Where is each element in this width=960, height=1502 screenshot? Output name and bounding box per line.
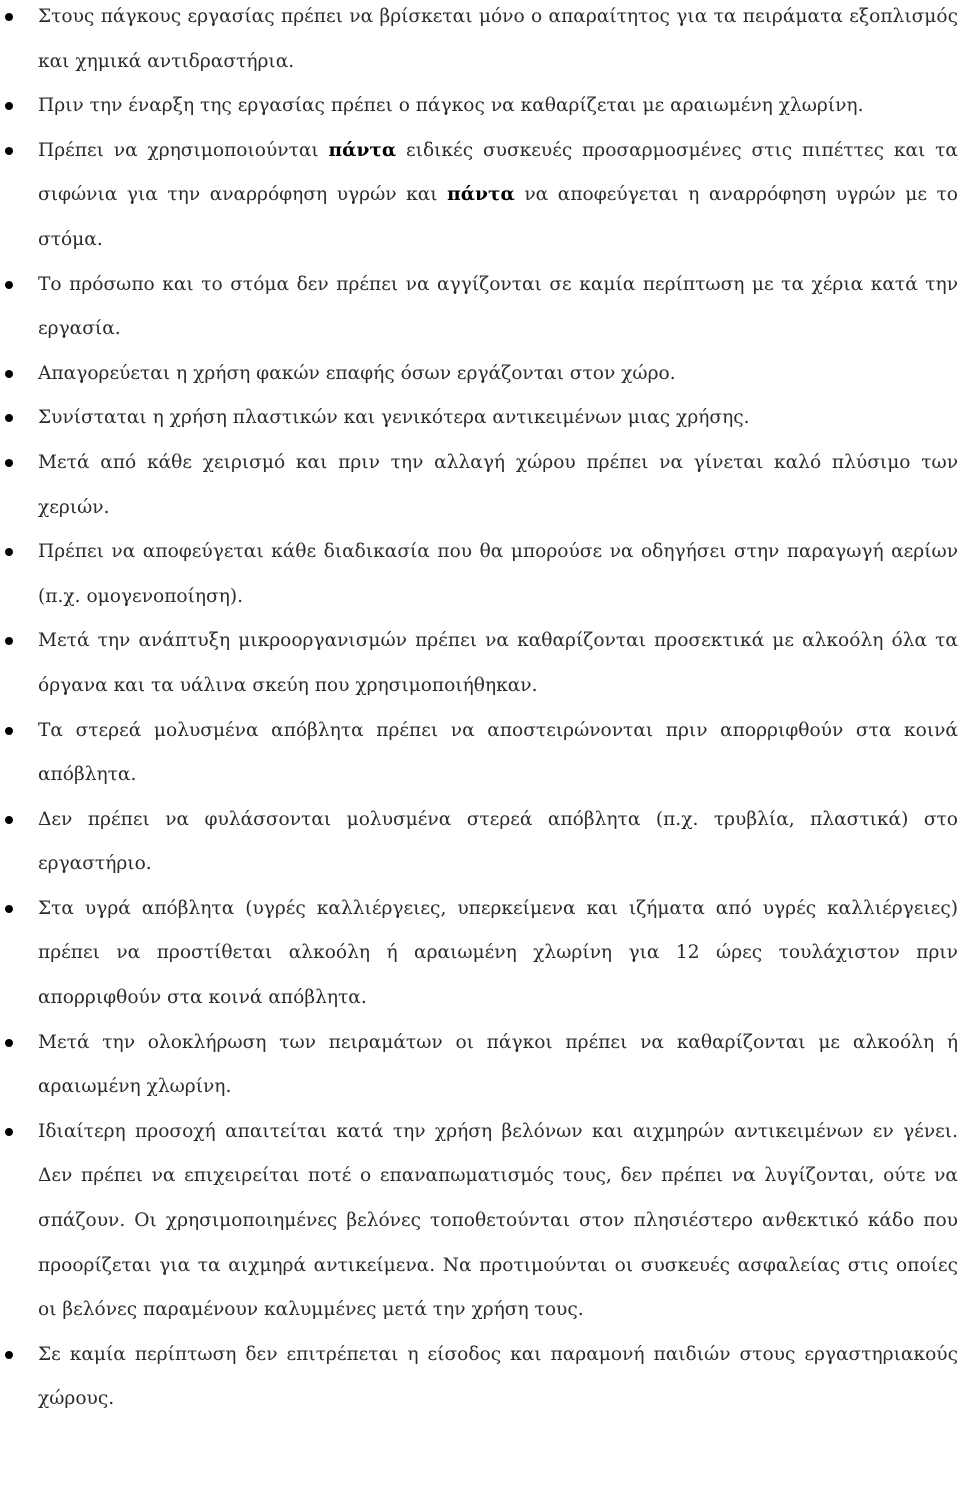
list-item xyxy=(0,396,958,441)
list-item-text: ειδικές συσκευές προσαρμοσμένες στις πιπέττες και τα σιφώνια για την αναρρόφηση υγρών και xyxy=(38,139,958,206)
list-item-text: Μετά από κάθε χειρισμό και πριν την αλλαγή χώρου πρέπει να γίνεται καλό πλύσιμο των χεριών. xyxy=(38,451,958,518)
list-item xyxy=(0,709,958,798)
list-item xyxy=(0,441,958,530)
list-item-text: Σε καμία περίπτωση δεν επιτρέπεται η είσοδος και παραμονή παιδιών στους εργαστηριακούς χώρους. xyxy=(38,1343,958,1410)
bullet-icon xyxy=(5,905,13,913)
list-item-text: Πρέπει να αποφεύγεται κάθε διαδικασία που θα μπορούσε να οδηγήσει στην παραγωγή αερίων (π.χ. ομογενοποίηση). xyxy=(38,541,958,607)
bullet-icon xyxy=(5,548,13,556)
list-item-text: Απαγορεύεται η χρήση φακών επαφής όσων εργάζονται στον χώρο. xyxy=(38,362,676,384)
list-item xyxy=(0,84,958,129)
list-item-text: Στους πάγκους εργασίας πρέπει να βρίσκεται μόνο ο απαραίτητος για τα πειράματα εξοπλισμός και χημικά αντιδραστήρια. xyxy=(38,6,958,72)
list-item-text: Πριν την έναρξη της εργασίας πρέπει ο πάγκος να καθαρίζεται με αραιωμένη χλωρίνη. xyxy=(38,95,864,117)
list-item-text: Στα υγρά απόβλητα (υγρές καλλιέργειες, υπερκείμενα και ιζήματα από υγρές καλλιέργειες) πρέπει να προστίθεται αλκοόλη ή αραιωμένη χλωρίνη για 12 ώρες τουλάχιστον πριν απορριφθούν στα κοινά απόβλητα. xyxy=(38,897,958,1009)
list-item xyxy=(0,1333,958,1422)
bullet-icon xyxy=(5,102,13,110)
list-item xyxy=(0,1021,958,1110)
list-item-text: Μετά την ολοκλήρωση των πειραμάτων οι πάγκοι πρέπει να καθαρίζονται με αλκοόλη ή αραιωμένη χλωρίνη. xyxy=(38,1031,958,1098)
list-item xyxy=(0,798,958,887)
bullet-icon xyxy=(5,459,13,467)
bullet-icon xyxy=(5,637,13,645)
bullet-icon xyxy=(5,1351,13,1359)
bullet-icon xyxy=(5,816,13,824)
list-item-text: Ιδιαίτερη προσοχή απαιτείται κατά την χρήση βελόνων και αιχμηρών αντικειμένων εν γένει. Δεν πρέπει να επιχειρείται ποτέ ο επαναπωματισμός τους, δεν πρέπει να λυγίζονται, ούτε να σπάζουν. Οι χρησιμοποιημένες βελόνες τοποθετούνται στον πλησιέστερο ανθεκτικό κάδο που προορίζεται για τα αιχμηρά αντικείμενα. Να προτιμούνται οι συσκευές ασφαλείας στις οποίες οι βελόνες παραμένουν καλυμμένες μετά την χρήση τους. xyxy=(38,1120,958,1321)
list-item-text: Δεν πρέπει να φυλάσσονται μολυσμένα στερεά απόβλητα (π.χ. τρυβλία, πλαστικά) στο εργαστήριο. xyxy=(38,808,958,875)
emphasis-text: πάντα xyxy=(447,184,515,206)
bullet-icon xyxy=(5,13,13,21)
bullet-icon xyxy=(5,1128,13,1136)
list-item-text: Συνίσταται η χρήση πλαστικών και γενικότερα αντικειμένων μιας χρήσης. xyxy=(38,407,750,429)
list-item-text: να αποφεύγεται η αναρρόφηση υγρών με το στόμα. xyxy=(38,184,959,250)
list-item-text: Το πρόσωπο και το στόμα δεν πρέπει να αγγίζονται σε καμία περίπτωση με τα χέρια κατά την εργασία. xyxy=(38,273,958,340)
list-item-text: Τα στερεά μολυσμένα απόβλητα πρέπει να αποστειρώνονται πριν απορριφθούν στα κοινά απόβλητα. xyxy=(38,719,958,786)
list-item xyxy=(0,619,958,708)
emphasis-text: πάντα xyxy=(328,139,397,161)
list-item xyxy=(0,530,958,619)
list-item xyxy=(0,0,958,84)
list-item xyxy=(0,129,958,263)
list-item xyxy=(0,263,958,352)
bullet-icon xyxy=(5,147,13,155)
bullet-icon xyxy=(5,414,13,422)
bullet-icon xyxy=(5,1039,13,1047)
list-item xyxy=(0,352,958,397)
bullet-icon xyxy=(5,370,13,378)
list-item-text: Μετά την ανάπτυξη μικροοργανισμών πρέπει να καθαρίζονται προσεκτικά με αλκοόλη όλα τα όργανα και τα υάλινα σκεύη που χρησιμοποιήθηκαν. xyxy=(38,630,958,696)
list-item xyxy=(0,887,958,1021)
bullet-icon xyxy=(5,727,13,735)
list-item xyxy=(0,1110,958,1333)
bullet-icon xyxy=(5,281,13,289)
list-item-text: Πρέπει να χρησιμοποιούνται xyxy=(38,139,329,161)
